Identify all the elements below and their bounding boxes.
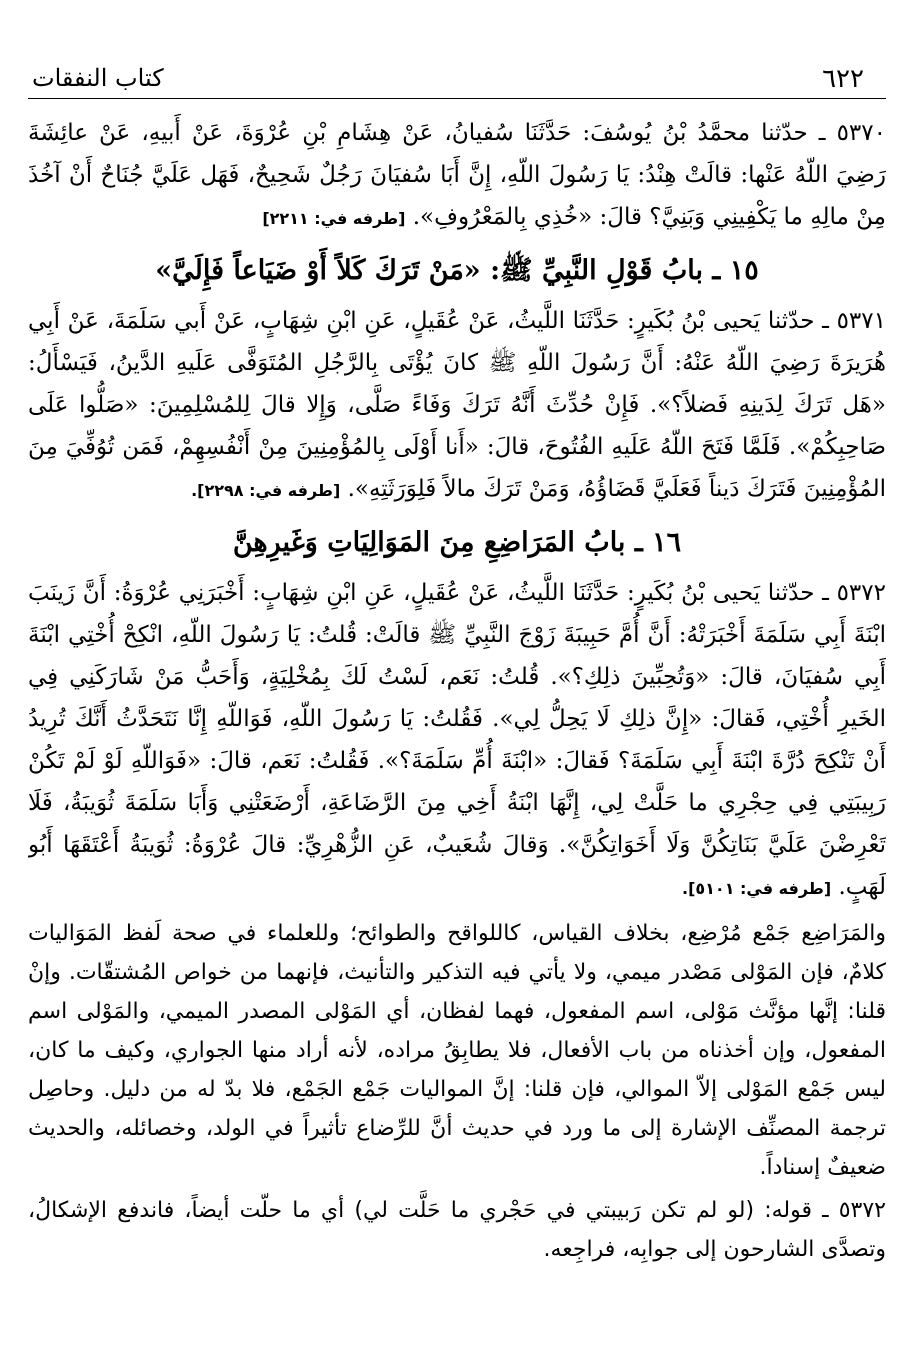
hadith-5372 [28, 572, 886, 910]
hadith-text: ٥٣٧١ ـ حدّثنا يَحيى بْنُ بُكَيرٍ: حَدَّثَنَا اللَّيثُ، عَنْ عُقَيلٍ، عَنِ ابْنِ شِهَابٍ، عَنْ أَبي سَلَمَةَ، عَنْ أَبِي هُرَيرَةَ رَضِيَ اللّهُ عَنْهُ: أَنَّ رَسُولَ اللّهِ ﷺ كانَ يُؤْتَى بِالرَّجُلِ المُتَوَفَّى عَلَيهِ الدَّينُ، فَيَسْأَلُ: «هَل تَرَكَ لِدَينِهِ فَضلاً؟». فَإِنْ حُدِّثَ أَنَّهُ تَرَكَ وَفَاءً صَلَّى، وَإِلا قالَ لِلمُسْلِمِينَ: «صَلُّوا عَلَى صَاحِبِكُمْ». فَلَمَّا فَتَحَ اللّهُ عَلَيهِ الفُتُوحَ، قالَ: «أَنا أَوْلَى بِالمُؤْمِنِينَ مِنْ أَنْفُسِهِمْ، فَمَن تُوُفِّيَ مِنَ المُؤْمِنِينَ فَتَرَكَ دَيناً فَعَلَيَّ قَضَاؤُهُ، وَمَنْ تَرَكَ مالاً فَلِوَرَثَتِهِ». [28, 308, 886, 502]
commentary-paragraph: والمَرَاضِع جَمْع مُرْضِع، بخلاف القياس، كاللواقح والطوائح؛ وللعلماء في صحة لَفظ المَوَاليات كلامٌ، فإن المَوْلى مَصْدر ميمي، ولا يأتي فيه التذكير والتأنيث، فإنهما من خواص المُشتقّات. وإنْ قلنا: إنَّها مؤنَّث مَوْلى، اسم المفعول، فهما لفظان، أي المَوْلى المصدر الميمي، والمَوْلى اسم المفعول، وإن أخذناه من باب الأفعال، فلا يطابِقُ مراده، لأنه أراد منها الجواري، وكيف ما كان، ليس جَمْع المَوْلى إلاّ الموالي، فإن قلنا: إنَّ المواليات جَمْع الجَمْع، فلا بدّ له من دليل. وحاصِل ترجمة المصنِّف الإشارة إلى ما ورد في حديث أنَّ للرِّضاع تأثيراً في الولد، وخصائله، والحديث ضعيفٌ إسناداً. [28, 921, 886, 1180]
commentary-note-5372: ٥٣٧٢ ـ قوله: (لو لم تكن رَبيبتي في حَجْري ما حَلَّت لي) أي ما حلّت أيضاً، فاندفع الإشكالُ، وتصدَّى الشارحون إلى جوابِه، فراجِعه. [28, 1198, 886, 1262]
page-header [28, 58, 886, 99]
chapter-heading-16: ١٦ ـ بابُ المَرَاضِعِ مِنَ المَوَالِيَاتِ وَغَيرِهِنَّ [232, 527, 682, 558]
running-title: كتاب النفقات [32, 64, 164, 92]
hadith-5371 [28, 300, 886, 512]
chapter-heading-15: ١٥ ـ بابُ قَوْلِ النَّبِيِّ ﷺ: «مَنْ تَرَكَ كَلاً أَوْ ضَيَاعاً فَإِلَيَّ» [155, 255, 759, 286]
hadith-text: ٥٣٧٢ ـ حدّثنا يَحيى بْنُ بُكَيرٍ: حَدَّثَنَا اللَّيثُ، عَنْ عُقَيلٍ، عَنِ ابْنِ شِهَابٍ: أَخْبَرَنِي عُرْوَةُ: أَنَّ زَينَبَ ابْنَةَ أَبِي سَلَمَةَ أَخْبَرَتْهُ: أَنَّ أُمَّ حَبِيبَةَ زَوْجَ النَّبِيِّ ﷺ قالَتْ: قُلتُ: يَا رَسُولَ اللّهِ، انْكِحْ أُخْتِي ابْنَةَ أَبِي سُفيَانَ، قالَ: «وَتُحِبِّينَ ذلِكِ؟». قُلتُ: نَعَم، لَسْتُ لَكَ بِمُخْلِيَةٍ، وَأَحَبُّ مَنْ شَارَكَنِي فِي الخَيرِ أُخْتِي، فَقالَ: «إِنَّ ذلِكِ لَا يَحِلُّ لِي». فَقُلتُ: يَا رَسُولَ اللّهِ، فَوَاللّهِ إِنَّا نَتَحَدَّثُ أَنَّكَ تُرِيدُ أَنْ تَنْكِحَ دُرَّةَ ابْنَةَ أَبِي سَلَمَةَ؟ فَقالَ: «ابْنَةَ أُمِّ سَلَمَةَ؟». فَقُلتُ: نَعَم، قالَ: «فَوَاللّهِ لَوْ لَمْ تَكُنْ رَبِيبَتِي فِي حِجْرِي ما حَلَّتْ لِي، إِنَّهَا ابْنَةُ أَخِي مِنَ الرَّضَاعَةِ، أَرْضَعَتْنِي وَأَبَا سَلَمَةَ ثُوَيبَةُ، فَلَا تَعْرِضْنَ عَلَيَّ بَنَاتِكُنَّ وَلَا أَخَوَاتِكُنَّ». وَقالَ شُعَيبٌ، عَنِ الزُّهْرِيِّ: قالَ عُرْوَةُ: ثُوَيبَةُ أَعْتَقَهَا أَبُو لَهَبٍ. [28, 580, 886, 900]
hadith-text: ٥٣٧٠ ـ حدّثنا محمَّدُ بْنُ يُوسُفَ: حَدَّثَنَا سُفيانُ، عَنْ هِشَامِ بْنِ عُرْوَةَ، عَنْ أَبيهِ، عَنْ عائِشَةَ رَضِيَ اللّهُ عَنْها: قالَتْ هِنْدُ: يَا رَسُولَ اللّهِ، إِنَّ أَبَا سُفيَانَ رَجُلٌ شَحِيحٌ، فَهَل عَلَيَّ جُنَاحٌ أَنْ آخُذَ مِنْ مالِهِ ما يَكْفِينِي وَبَنِيَّ؟ قالَ: «خُذِي بِالمَعْرُوفِ». [28, 120, 886, 230]
hadith-5370 [28, 112, 886, 240]
page-number: ٦٢٢ [822, 64, 864, 94]
cross-reference: [طرفه في: ٢٢١١] [262, 209, 406, 228]
cross-reference: [طرفه في: ٢٢٩٨]. [191, 481, 341, 500]
cross-reference: [طرفه في: ٥١٠١]. [682, 879, 832, 898]
page-body [28, 112, 886, 1317]
